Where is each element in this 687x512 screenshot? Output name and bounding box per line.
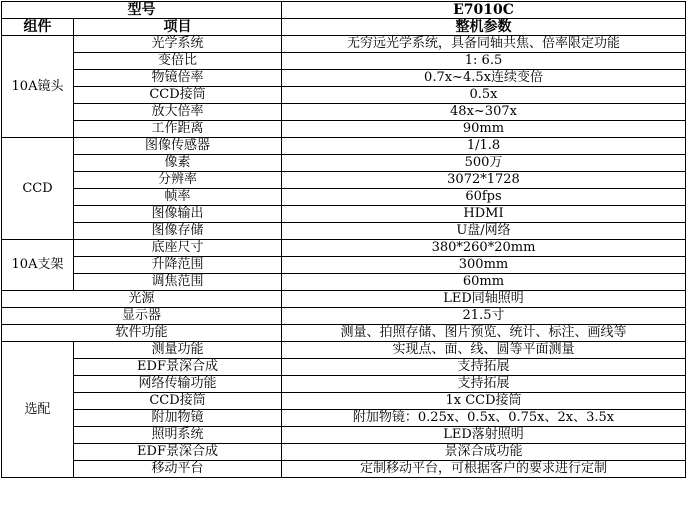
item-cell: 变倍比 [74, 53, 282, 70]
table-row [2, 376, 686, 393]
table-row [2, 206, 686, 223]
item-cell: EDF景深合成 [74, 444, 282, 461]
table-row [2, 172, 686, 189]
table-row [2, 138, 686, 155]
group-ccd: CCD [2, 138, 74, 240]
table-row [2, 274, 686, 291]
item-cell: 显示器 [2, 308, 282, 325]
table-row [2, 325, 686, 342]
group-lens: 10A镜头 [2, 36, 74, 138]
model-label: 型号 [2, 2, 282, 19]
value-cell: 1x CCD接筒 [282, 393, 686, 410]
value-cell: 无穷远光学系统，具备同轴共焦、倍率限定功能 [282, 36, 686, 53]
table-row [2, 410, 686, 427]
value-cell: 48x~307x [282, 104, 686, 121]
model-row [2, 2, 686, 19]
table-row [2, 257, 686, 274]
table-row [2, 444, 686, 461]
value-cell: LED落射照明 [282, 427, 686, 444]
item-cell: 物镜倍率 [74, 70, 282, 87]
value-cell: 0.5x [282, 87, 686, 104]
table-row [2, 53, 686, 70]
table-row [2, 223, 686, 240]
group-stand: 10A支架 [2, 240, 74, 291]
table-row [2, 189, 686, 206]
value-cell: 300mm [282, 257, 686, 274]
params-header: 整机参数 [282, 19, 686, 36]
item-cell: 移动平台 [74, 461, 282, 478]
header-row [2, 19, 686, 36]
item-cell: 升降范围 [74, 257, 282, 274]
value-cell: 实现点、面、线、圆等平面测量 [282, 342, 686, 359]
value-cell: 支持拓展 [282, 359, 686, 376]
value-cell: 景深合成功能 [282, 444, 686, 461]
item-cell: 网络传输功能 [74, 376, 282, 393]
value-cell: 60mm [282, 274, 686, 291]
table-row [2, 121, 686, 138]
value-cell: 21.5寸 [282, 308, 686, 325]
table-row [2, 36, 686, 53]
item-cell: 图像传感器 [74, 138, 282, 155]
value-cell: U盘/网络 [282, 223, 686, 240]
item-cell: 放大倍率 [74, 104, 282, 121]
item-cell: EDF景深合成 [74, 359, 282, 376]
value-cell: 500万 [282, 155, 686, 172]
item-cell: 软件功能 [2, 325, 282, 342]
table-row [2, 240, 686, 257]
value-cell: 3072*1728 [282, 172, 686, 189]
value-cell: 附加物镜：0.25x、0.5x、0.75x、2x、3.5x [282, 410, 686, 427]
table-row [2, 104, 686, 121]
item-cell: 光学系统 [74, 36, 282, 53]
item-header: 项目 [74, 19, 282, 36]
value-cell: LED同轴照明 [282, 291, 686, 308]
item-cell: 调焦范围 [74, 274, 282, 291]
value-cell: 1: 6.5 [282, 53, 686, 70]
value-cell: 60fps [282, 189, 686, 206]
item-cell: 帧率 [74, 189, 282, 206]
value-cell: 定制移动平台，可根据客户的要求进行定制 [282, 461, 686, 478]
item-cell: 分辨率 [74, 172, 282, 189]
table-row [2, 291, 686, 308]
value-cell: 0.7x~4.5x连续变倍 [282, 70, 686, 87]
value-cell: 90mm [282, 121, 686, 138]
table-row [2, 87, 686, 104]
item-cell: 图像输出 [74, 206, 282, 223]
table-row [2, 155, 686, 172]
value-cell: 支持拓展 [282, 376, 686, 393]
component-header: 组件 [2, 19, 74, 36]
item-cell: 照明系统 [74, 427, 282, 444]
item-cell: 附加物镜 [74, 410, 282, 427]
table-row [2, 359, 686, 376]
spec-table [1, 1, 686, 478]
item-cell: 图像存储 [74, 223, 282, 240]
value-cell: 1/1.8 [282, 138, 686, 155]
table-row [2, 427, 686, 444]
group-options: 选配 [2, 342, 74, 478]
item-cell: 底座尺寸 [74, 240, 282, 257]
item-cell: CCD接筒 [74, 393, 282, 410]
table-row [2, 70, 686, 87]
item-cell: 测量功能 [74, 342, 282, 359]
table-row [2, 461, 686, 478]
model-value: E7010C [282, 2, 686, 19]
item-cell: 工作距离 [74, 121, 282, 138]
value-cell: HDMI [282, 206, 686, 223]
table-row [2, 393, 686, 410]
value-cell: 380*260*20mm [282, 240, 686, 257]
item-cell: 光源 [2, 291, 282, 308]
value-cell: 测量、拍照存储、图片预览、统计、标注、画线等 [282, 325, 686, 342]
item-cell: 像素 [74, 155, 282, 172]
item-cell: CCD接筒 [74, 87, 282, 104]
table-row [2, 308, 686, 325]
table-row [2, 342, 686, 359]
